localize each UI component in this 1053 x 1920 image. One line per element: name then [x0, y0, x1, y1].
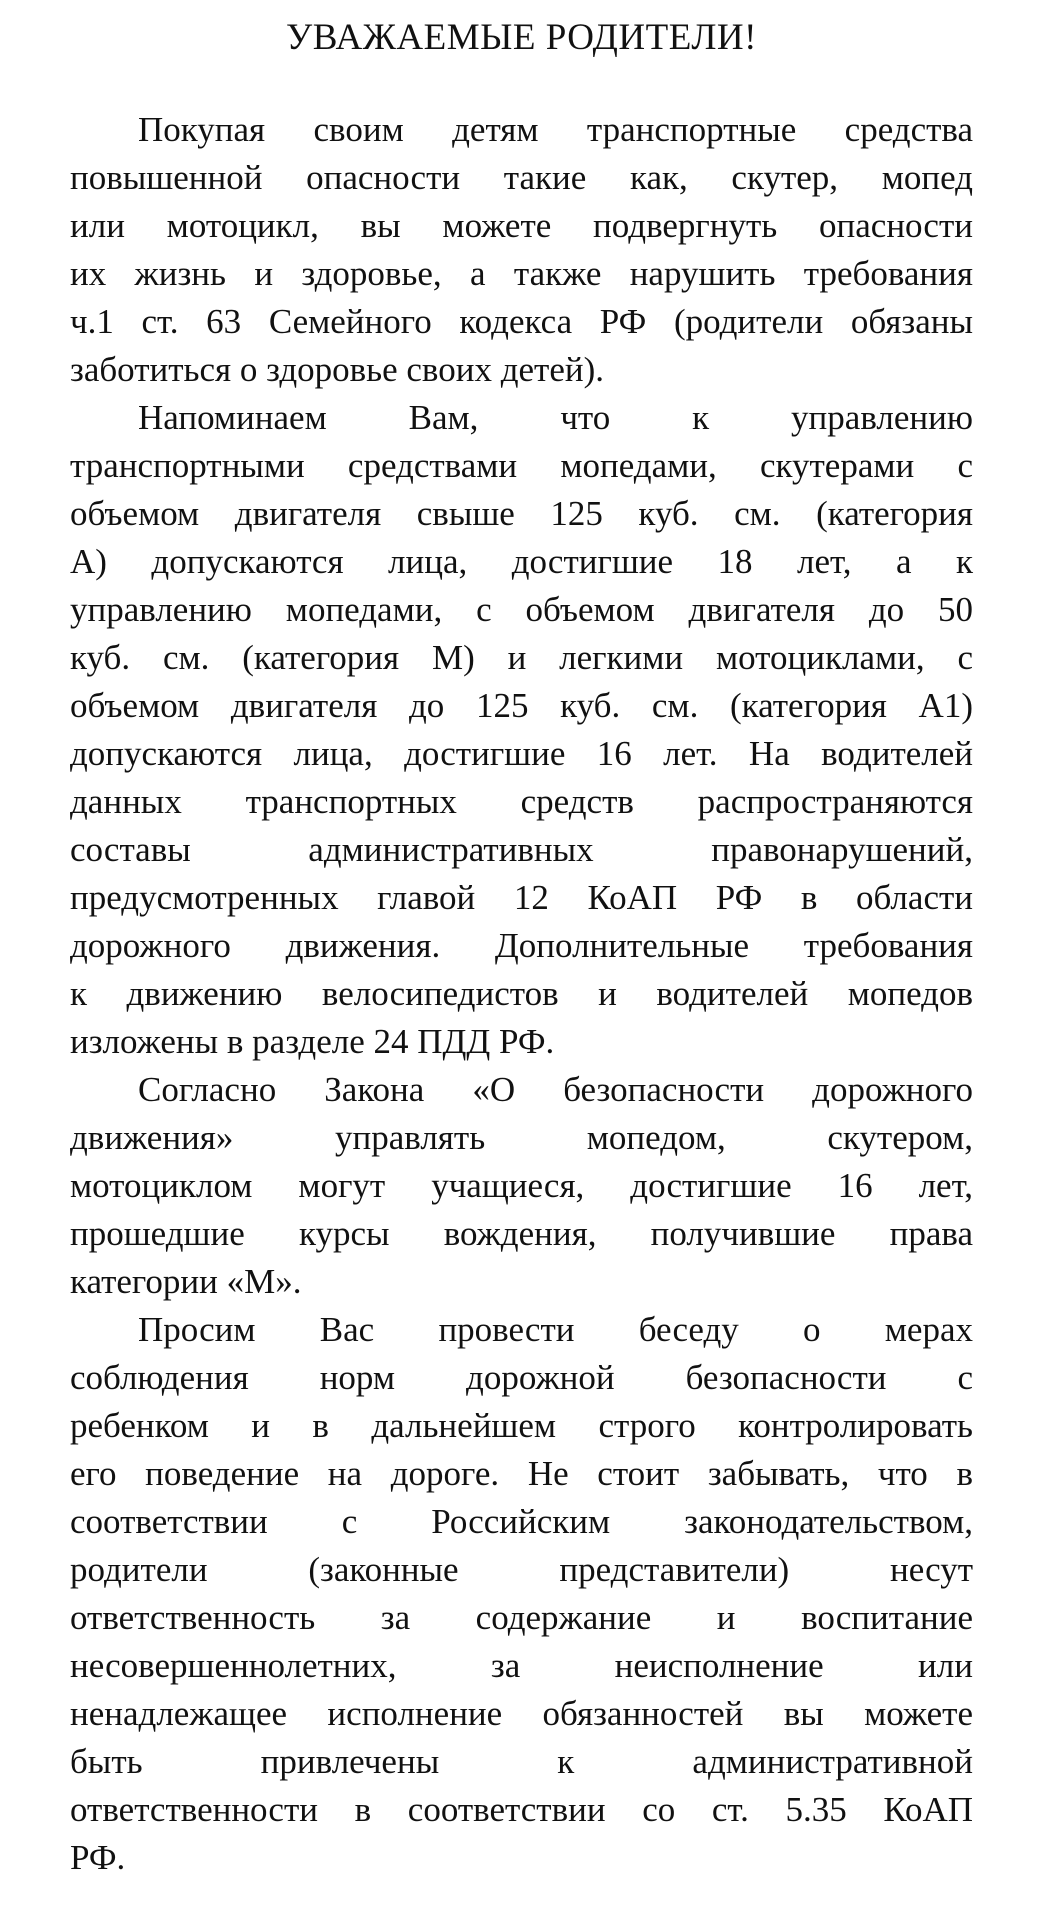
- text-line: или мотоцикл, вы можете подвергнуть опасности: [70, 206, 973, 245]
- text-line: данных транспортных средств распространяются: [70, 782, 973, 821]
- text-line: мотоциклом могут учащиеся, достигшие 16 лет,: [70, 1166, 973, 1205]
- text-line: ребенком и в дальнейшем строго контролировать: [70, 1406, 973, 1445]
- text-line: движения» управлять мопедом, скутером,: [70, 1118, 973, 1157]
- document-body: [70, 106, 973, 1882]
- text-line: А) допускаются лица, достигшие 18 лет, а к: [70, 542, 973, 581]
- paragraph: [70, 394, 973, 1066]
- text-line: несовершеннолетних, за неисполнение или: [70, 1646, 973, 1685]
- text-line: соблюдения норм дорожной безопасности с: [70, 1358, 973, 1397]
- text-line: прошедшие курсы вождения, получившие права: [70, 1214, 973, 1253]
- text-line: к движению велосипедистов и водителей мопедов: [70, 974, 973, 1013]
- text-line: Просим Вас провести беседу о мерах: [138, 1310, 973, 1349]
- paragraph: [70, 106, 973, 394]
- text-line: куб. см. (категория М) и легкими мотоциклами, с: [70, 638, 973, 677]
- document-title: УВАЖАЕМЫЕ РОДИТЕЛИ!: [286, 17, 757, 58]
- text-line: Согласно Закона «О безопасности дорожного: [138, 1070, 973, 1109]
- text-line: повышенной опасности такие как, скутер, мопед: [70, 158, 973, 197]
- text-line: объемом двигателя до 125 куб. см. (категория А1): [70, 686, 973, 725]
- text-line: РФ.: [70, 1838, 126, 1877]
- text-line: составы административных правонарушений,: [70, 830, 973, 869]
- paragraph: [70, 1066, 973, 1306]
- text-line: его поведение на дороге. Не стоит забывать, что в: [70, 1454, 973, 1493]
- text-line: категории «М».: [70, 1262, 302, 1301]
- text-line: ответственность за содержание и воспитание: [70, 1598, 973, 1637]
- text-line: родители (законные представители) несут: [70, 1550, 973, 1589]
- text-line: ненадлежащее исполнение обязанностей вы можете: [70, 1694, 973, 1733]
- paragraph: [70, 1306, 973, 1882]
- text-line: Напоминаем Вам, что к управлению: [138, 398, 973, 437]
- text-line: ч.1 ст. 63 Семейного кодекса РФ (родители обязаны: [70, 302, 973, 341]
- text-line: ответственности в соответствии со ст. 5.35 КоАП: [70, 1790, 973, 1829]
- text-line: заботиться о здоровье своих детей).: [70, 350, 605, 389]
- text-line: предусмотренных главой 12 КоАП РФ в области: [70, 878, 973, 917]
- text-line: Покупая своим детям транспортные средства: [138, 110, 973, 149]
- text-line: транспортными средствами мопедами, скутерами с: [70, 446, 973, 485]
- text-line: соответствии с Российским законодательством,: [70, 1502, 973, 1541]
- text-line: управлению мопедами, с объемом двигателя до 50: [70, 590, 973, 629]
- text-line: быть привлечены к административной: [70, 1742, 973, 1781]
- text-line: дорожного движения. Дополнительные требования: [70, 926, 973, 965]
- text-line: допускаются лица, достигшие 16 лет. На водителей: [70, 734, 973, 773]
- text-line: объемом двигателя свыше 125 куб. см. (категория: [70, 494, 973, 533]
- text-line: их жизнь и здоровье, а также нарушить требования: [70, 254, 973, 293]
- text-line: изложены в разделе 24 ПДД РФ.: [70, 1022, 555, 1061]
